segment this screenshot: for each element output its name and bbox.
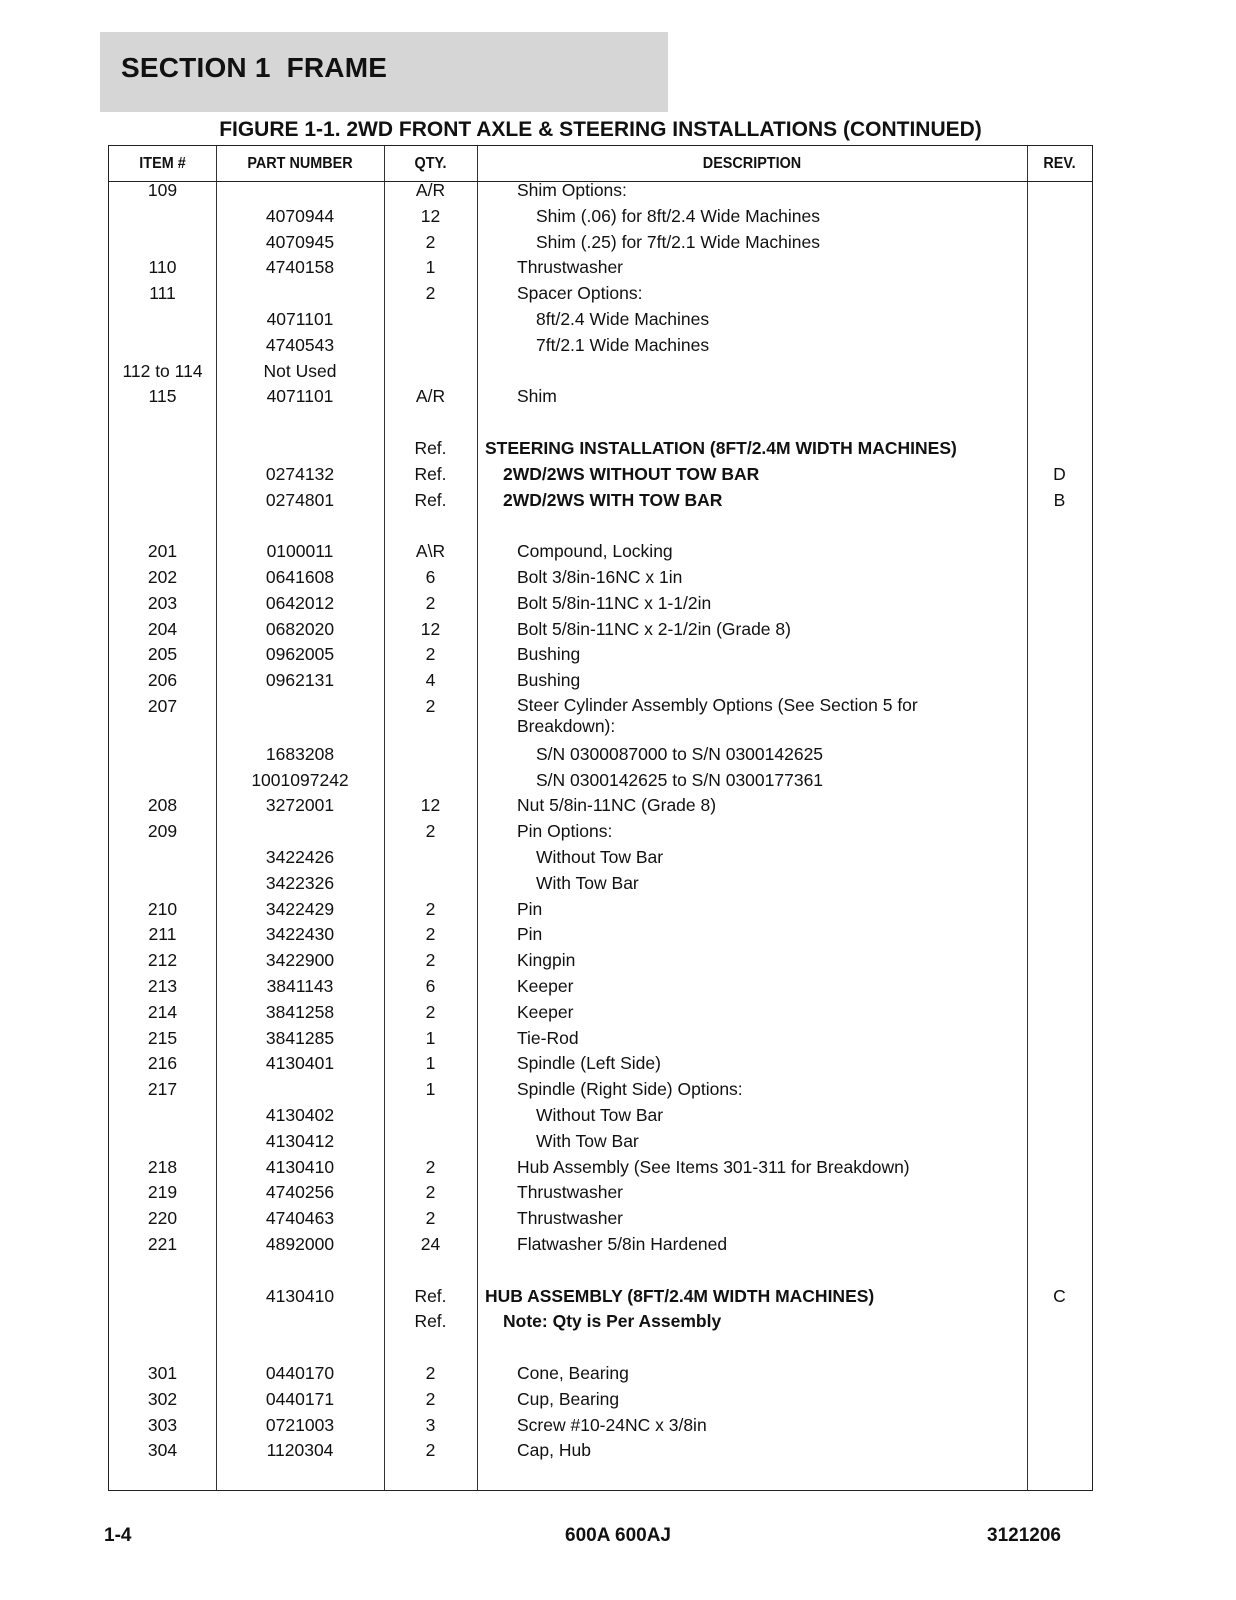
description-cell <box>477 538 1027 564</box>
description-cell <box>477 1308 1027 1334</box>
description-cell <box>477 1437 1027 1463</box>
part-number-cell: 4740463 <box>265 1208 335 1229</box>
description-cell <box>477 870 1027 896</box>
qty-cell: 2 <box>425 1156 436 1177</box>
part-number-cell: 1120304 <box>266 1440 334 1461</box>
description-cell <box>477 947 1027 973</box>
description-cell <box>477 741 1027 767</box>
description-text: Shim <box>517 386 557 407</box>
part-number-cell: 0274801 <box>265 489 335 510</box>
table-row <box>109 1437 1092 1463</box>
part-number-cell: 4071101 <box>266 309 334 329</box>
item-number-cell: 219 <box>147 1182 178 1203</box>
qty-cell: 2 <box>425 1440 436 1461</box>
description-cell <box>477 1205 1027 1231</box>
table-row <box>109 1205 1092 1231</box>
description-cell <box>477 1076 1027 1102</box>
part-number-cell: 4070944 <box>265 205 335 226</box>
table-row <box>109 590 1092 616</box>
description-cell <box>477 461 1027 487</box>
table-row <box>109 1412 1092 1438</box>
description-text: Cap, Hub <box>517 1440 591 1461</box>
description-cell <box>477 1050 1027 1076</box>
qty-cell: 3 <box>425 1414 436 1435</box>
description-cell <box>477 1360 1027 1386</box>
description-text: Steer Cylinder Assembly Options (See Section 5 for Breakdown): <box>517 695 918 736</box>
description-text: 8ft/2.4 Wide Machines <box>536 309 710 329</box>
part-number-cell: 0440171 <box>265 1388 335 1409</box>
description-cell <box>477 332 1027 358</box>
description-cell <box>477 203 1027 229</box>
part-number-cell: 0962005 <box>265 644 335 665</box>
description-cell <box>477 383 1027 409</box>
header-rev: REV. <box>1043 155 1076 172</box>
table-row <box>109 1102 1092 1128</box>
table-row <box>109 254 1092 280</box>
qty-cell: A/R <box>415 386 446 407</box>
part-number-cell: 0962131 <box>265 670 335 691</box>
item-number-cell: 203 <box>147 592 178 613</box>
part-number-cell: 4130410 <box>265 1285 335 1306</box>
description-cell <box>477 921 1027 947</box>
item-number-cell: 204 <box>147 618 178 639</box>
description-cell <box>477 254 1027 280</box>
part-number-cell: 3422429 <box>265 898 335 919</box>
table-row <box>109 896 1092 922</box>
part-number-cell: 0100011 <box>266 541 334 562</box>
description-text: Thrustwasher <box>517 1208 624 1229</box>
description-cell <box>477 177 1027 203</box>
table-row <box>109 693 1092 741</box>
description-text: Bolt 5/8in-11NC x 2-1/2in (Grade 8) <box>517 618 791 639</box>
part-number-cell: 1683208 <box>265 743 335 764</box>
description-cell <box>477 844 1027 870</box>
description-text: S/N 0300142625 to S/N 0300177361 <box>536 769 824 790</box>
table-row <box>109 1154 1092 1180</box>
description-cell <box>477 229 1027 255</box>
description-text: Bolt 5/8in-11NC x 1-1/2in <box>517 592 712 613</box>
qty-cell: 2 <box>425 592 436 613</box>
part-number-cell: 0642012 <box>265 592 335 613</box>
section-title: SECTION 1 FRAME <box>121 52 388 83</box>
description-text: 7ft/2.1 Wide Machines <box>536 334 710 355</box>
item-number-cell: 301 <box>147 1362 178 1383</box>
table-row <box>109 741 1092 767</box>
item-number-cell: 304 <box>147 1440 178 1461</box>
description-text: Thrustwasher <box>517 1182 624 1203</box>
description-text: S/N 0300087000 to S/N 0300142625 <box>536 743 824 764</box>
item-number-cell: 211 <box>148 924 177 945</box>
description-text: Screw #10-24NC x 3/8in <box>517 1414 707 1435</box>
item-number-cell: 111 <box>149 283 176 304</box>
qty-cell: 6 <box>425 975 436 996</box>
qty-cell: 1 <box>425 1053 436 1074</box>
rev-cell: B <box>1053 489 1066 510</box>
model-number: 600A 600AJ <box>565 1525 671 1546</box>
table-row <box>109 564 1092 590</box>
header-description: DESCRIPTION <box>702 155 802 172</box>
part-number-cell: 4740158 <box>265 257 335 278</box>
description-text: Pin Options: <box>517 821 613 842</box>
description-text: 2WD/2WS WITH TOW BAR <box>503 489 723 510</box>
table-row <box>109 947 1092 973</box>
table-row <box>109 921 1092 947</box>
qty-cell: 24 <box>420 1233 441 1254</box>
qty-cell: 12 <box>420 205 441 226</box>
description-text: Pin <box>517 898 543 919</box>
figure-title: FIGURE 1-1. 2WD FRONT AXLE & STEERING INSTALLATIONS (CONTINUED) <box>219 118 982 141</box>
item-number-cell: 303 <box>147 1414 178 1435</box>
table-row <box>109 844 1092 870</box>
description-text: HUB ASSEMBLY (8FT/2.4M WIDTH MACHINES) <box>485 1285 875 1306</box>
qty-cell: 12 <box>420 795 441 816</box>
part-number-cell: 3841143 <box>266 975 334 996</box>
description-text: Flatwasher 5/8in Hardened <box>517 1233 728 1254</box>
description-text: Tie-Rod <box>517 1027 579 1048</box>
item-number-cell: 110 <box>148 257 177 278</box>
table-row <box>109 1231 1092 1257</box>
description-text: Spindle (Left Side) <box>517 1053 661 1074</box>
rev-cell: D <box>1053 463 1066 484</box>
qty-cell: 1 <box>425 1027 436 1048</box>
description-cell <box>477 896 1027 922</box>
qty-cell: 4 <box>425 670 436 691</box>
qty-cell: 1 <box>425 1079 436 1100</box>
description-cell <box>477 1283 1027 1309</box>
table-row <box>109 1076 1092 1102</box>
description-cell <box>477 767 1027 793</box>
description-cell <box>477 693 1027 737</box>
description-text: Pin <box>517 924 543 945</box>
qty-cell: 2 <box>425 1362 436 1383</box>
description-text: Cup, Bearing <box>517 1388 620 1409</box>
part-number-cell: Not Used <box>263 360 337 381</box>
table-row <box>109 280 1092 306</box>
table-row <box>109 203 1092 229</box>
description-text: Shim (.25) for 7ft/2.1 Wide Machines <box>536 231 820 252</box>
table-row <box>109 487 1092 513</box>
part-number-cell: 3272001 <box>265 795 335 816</box>
table-row <box>109 1283 1092 1309</box>
qty-cell: A/R <box>415 180 446 200</box>
page-number: 1-4 <box>104 1525 132 1546</box>
part-number-cell: 4892000 <box>265 1233 335 1254</box>
qty-cell: Ref. <box>414 438 447 458</box>
description-text: Keeper <box>517 1001 574 1022</box>
table-row <box>109 767 1092 793</box>
qty-cell: 6 <box>425 567 436 587</box>
qty-cell: 2 <box>425 231 436 252</box>
qty-cell: 2 <box>425 644 436 665</box>
table-row <box>109 1386 1092 1412</box>
qty-cell: 2 <box>425 1001 436 1022</box>
part-number-cell: 0641608 <box>265 567 335 587</box>
description-text: Thrustwasher <box>517 257 624 278</box>
description-cell <box>477 1179 1027 1205</box>
description-cell <box>477 1025 1027 1051</box>
table-row <box>109 306 1092 332</box>
qty-cell: 2 <box>425 898 436 919</box>
part-number-cell: 4740256 <box>265 1182 335 1203</box>
table-row <box>109 1179 1092 1205</box>
table-row <box>109 1050 1092 1076</box>
description-text: Nut 5/8in-11NC (Grade 8) <box>517 795 717 816</box>
description-text: Spacer Options: <box>517 283 643 304</box>
table-row <box>109 358 1092 384</box>
item-number-cell: 213 <box>147 975 178 996</box>
part-number-cell: 4071101 <box>266 386 334 407</box>
table-row <box>109 667 1092 693</box>
qty-cell: 1 <box>425 257 436 278</box>
qty-cell: 2 <box>425 924 436 945</box>
description-cell <box>477 616 1027 642</box>
section-banner <box>100 32 668 112</box>
table-row <box>109 435 1092 461</box>
qty-cell: Ref. <box>414 1285 447 1306</box>
qty-cell: 12 <box>420 618 441 639</box>
table-row <box>109 792 1092 818</box>
item-number-cell: 205 <box>147 644 178 665</box>
description-cell <box>477 590 1027 616</box>
description-cell <box>477 1386 1027 1412</box>
description-text: Shim Options: <box>517 180 627 200</box>
description-text: 2WD/2WS WITHOUT TOW BAR <box>503 463 760 484</box>
part-number-cell: 4070945 <box>265 231 335 252</box>
qty-cell: Ref. <box>414 489 447 510</box>
item-number-cell: 212 <box>147 950 178 971</box>
description-text: Keeper <box>517 975 574 996</box>
description-cell <box>477 280 1027 306</box>
description-text: Note: Qty is Per Assembly <box>503 1311 722 1332</box>
item-number-cell: 217 <box>147 1079 178 1100</box>
item-number-cell: 209 <box>147 821 178 842</box>
table-row <box>109 999 1092 1025</box>
description-cell <box>477 1412 1027 1438</box>
table-row <box>109 973 1092 999</box>
description-cell <box>477 818 1027 844</box>
description-cell <box>477 641 1027 667</box>
table-row <box>109 1308 1092 1334</box>
qty-cell: 2 <box>425 950 436 971</box>
table-row <box>109 1128 1092 1154</box>
qty-cell: Ref. <box>414 1311 447 1332</box>
item-number-cell: 202 <box>147 567 178 587</box>
header-item: ITEM # <box>139 155 186 172</box>
item-number-cell: 216 <box>147 1053 178 1074</box>
table-row <box>109 332 1092 358</box>
description-cell <box>477 1154 1027 1180</box>
description-cell <box>477 435 1027 461</box>
table-row <box>109 229 1092 255</box>
table-row <box>109 870 1092 896</box>
description-text: Without Tow Bar <box>536 846 664 867</box>
description-cell <box>477 1231 1027 1257</box>
qty-cell: 2 <box>425 1182 436 1203</box>
parts-table <box>108 145 1093 1491</box>
description-text: Compound, Locking <box>517 541 673 562</box>
description-text: Cone, Bearing <box>517 1362 629 1383</box>
description-text: Spindle (Right Side) Options: <box>517 1079 743 1100</box>
description-cell <box>477 487 1027 513</box>
description-text: Bushing <box>517 670 581 691</box>
part-number-cell: 0682020 <box>265 618 335 639</box>
item-number-cell: 220 <box>147 1208 178 1229</box>
item-number-cell: 210 <box>147 898 178 919</box>
part-number-cell: 1001097242 <box>251 769 349 790</box>
description-cell <box>477 1128 1027 1154</box>
part-number-cell: 4130412 <box>265 1130 335 1151</box>
item-number-cell: 201 <box>147 541 178 562</box>
description-cell <box>477 306 1027 332</box>
table-row <box>109 641 1092 667</box>
part-number-cell: 3422426 <box>265 846 335 867</box>
part-number-cell: 3422430 <box>265 924 335 945</box>
qty-cell: 2 <box>425 821 436 842</box>
description-text: Without Tow Bar <box>536 1104 664 1125</box>
item-number-cell: 109 <box>147 180 178 200</box>
part-number-cell: 0721003 <box>265 1414 335 1435</box>
description-cell <box>477 564 1027 590</box>
qty-cell: 2 <box>425 696 436 716</box>
item-number-cell: 302 <box>147 1388 178 1409</box>
description-text: Hub Assembly (See Items 301-311 for Breakdown) <box>517 1156 910 1177</box>
description-cell <box>477 792 1027 818</box>
table-row <box>109 461 1092 487</box>
part-number-cell: 0440170 <box>265 1362 335 1383</box>
item-number-cell: 208 <box>147 795 178 816</box>
description-cell <box>477 667 1027 693</box>
description-cell <box>477 973 1027 999</box>
part-number-cell: 0274132 <box>265 463 335 484</box>
part-number-cell: 4130402 <box>265 1104 335 1125</box>
rev-cell: C <box>1053 1285 1066 1306</box>
qty-cell: 2 <box>425 1208 436 1229</box>
qty-cell: A\R <box>415 541 446 562</box>
qty-cell: Ref. <box>414 463 447 484</box>
table-row <box>109 177 1092 203</box>
description-text: STEERING INSTALLATION (8FT/2.4M WIDTH MACHINES) <box>485 438 957 458</box>
description-text: With Tow Bar <box>536 1130 639 1151</box>
part-number-cell: 3422326 <box>265 872 335 893</box>
part-number-cell: 3841285 <box>265 1027 335 1048</box>
description-text: Kingpin <box>517 950 576 971</box>
qty-cell: 2 <box>425 283 436 304</box>
part-number-cell: 4130401 <box>265 1053 335 1074</box>
description-text: Bolt 3/8in-16NC x 1in <box>517 567 683 587</box>
item-number-cell: 207 <box>147 696 178 716</box>
description-text: Shim (.06) for 8ft/2.4 Wide Machines <box>536 205 820 226</box>
item-number-cell: 206 <box>147 670 178 691</box>
header-part-number: PART NUMBER <box>247 155 353 172</box>
table-row <box>109 383 1092 409</box>
item-number-cell: 221 <box>147 1233 178 1254</box>
part-number-cell: 4130410 <box>265 1156 335 1177</box>
table-row <box>109 616 1092 642</box>
description-text: With Tow Bar <box>536 872 639 893</box>
item-number-cell: 215 <box>147 1027 178 1048</box>
document-number: 3121206 <box>987 1525 1061 1546</box>
part-number-cell: 4740543 <box>265 334 335 355</box>
table-row <box>109 1360 1092 1386</box>
item-number-cell: 115 <box>148 386 177 407</box>
description-text: Bushing <box>517 644 581 665</box>
item-number-cell: 112 to 114 <box>122 360 203 381</box>
part-number-cell: 3841258 <box>265 1001 335 1022</box>
table-row <box>109 538 1092 564</box>
item-number-cell: 214 <box>147 1001 178 1022</box>
header-qty: QTY. <box>414 155 447 172</box>
part-number-cell: 3422900 <box>265 950 335 971</box>
qty-cell: 2 <box>425 1388 436 1409</box>
table-row <box>109 1025 1092 1051</box>
item-number-cell: 218 <box>147 1156 178 1177</box>
description-cell <box>477 999 1027 1025</box>
description-cell <box>477 1102 1027 1128</box>
table-row <box>109 818 1092 844</box>
